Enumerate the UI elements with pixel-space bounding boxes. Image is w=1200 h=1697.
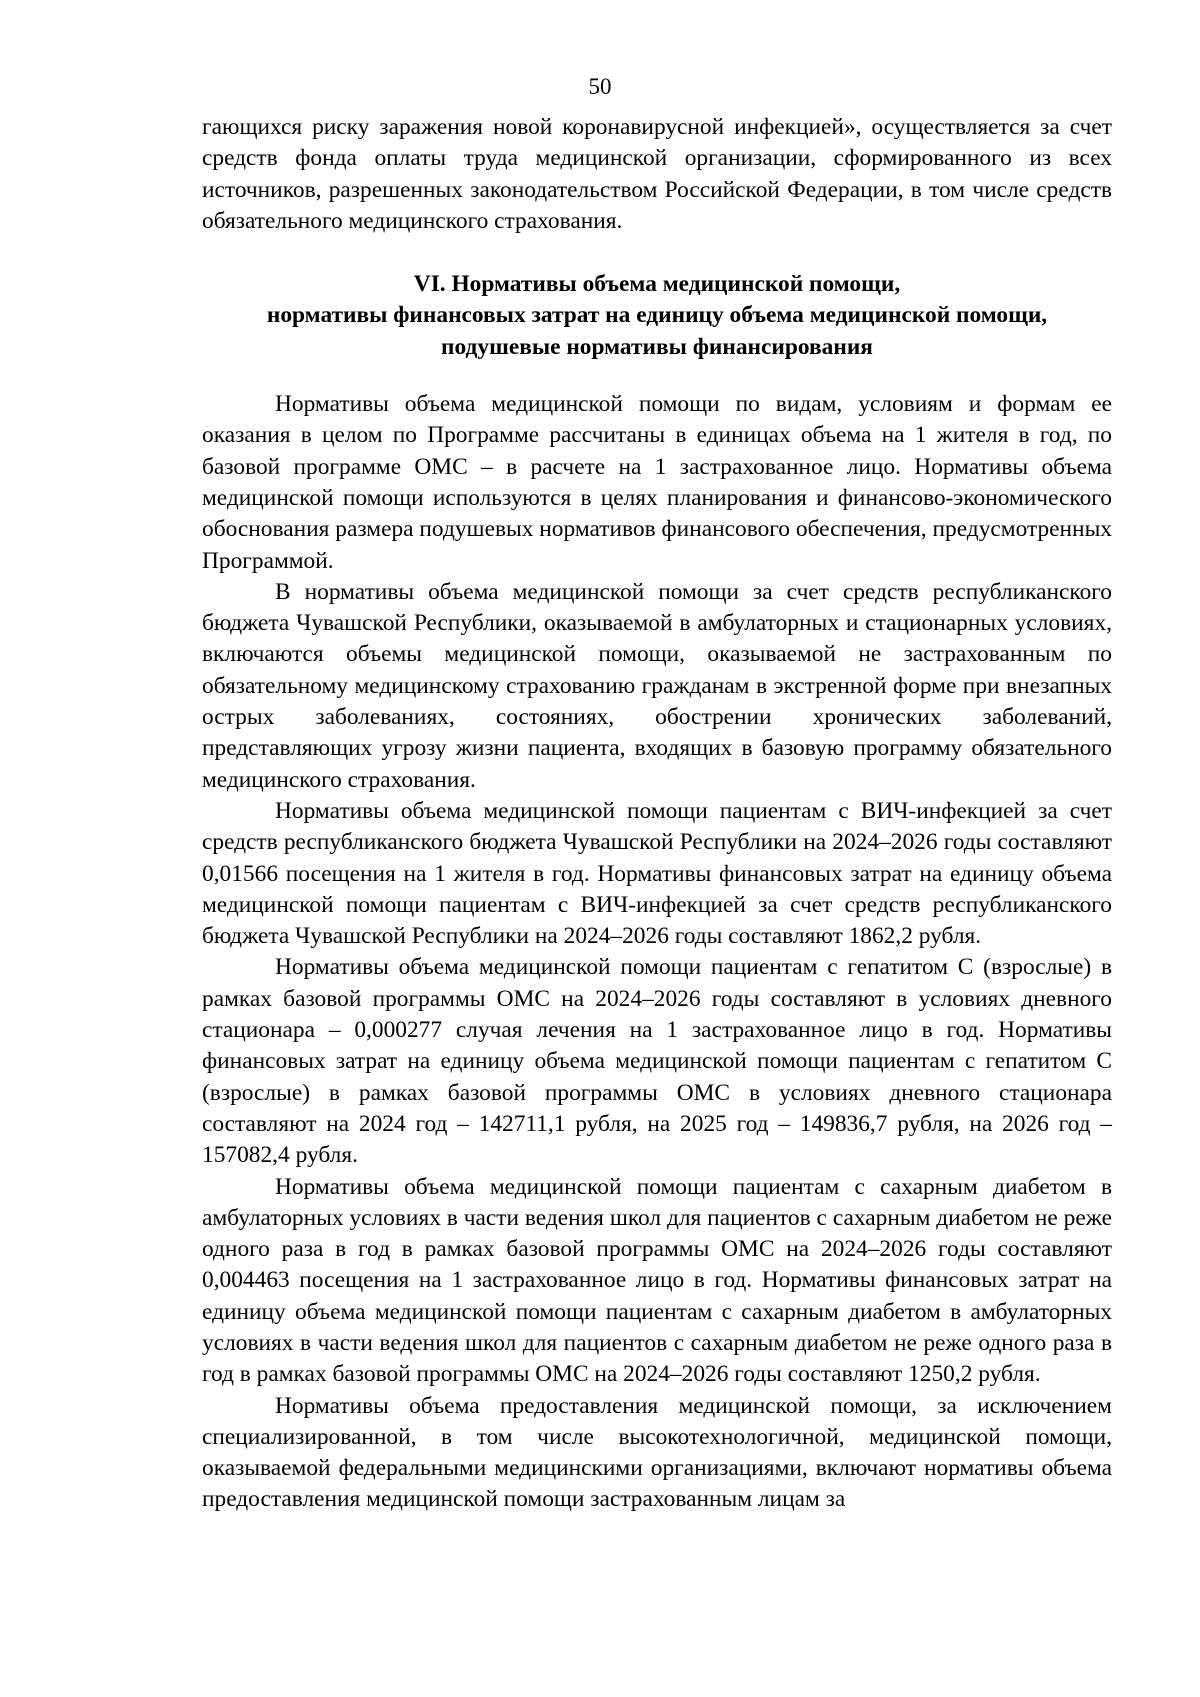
section-heading-line-2: нормативы финансовых затрат на единицу объема медицинской помощи, [266,302,1048,329]
paragraph-volume-norms: Нормативы объема медицинской помощи по видам, условиям и формам ее оказания в целом по Программе рассчитаны в единицах объема на 1 жителя в год, по базовой программе ОМС – в расчете на 1 застрахованное лицо. Нормативы объема медицинской помощи используются в целях планирования и финансово-экономического обоснования размера подушевых нормативов финансового обеспечения, предусмотренных Программой. [202,391,1112,574]
paragraph-federal-organizations: Нормативы объема предоставления медицинской помощи, за исключением специализированной, в том числе высокотехнологичной, медицинской помощи, оказываемой федеральными медицинскими организациями, включают нормативы объема предоставления медицинской помощи застрахованным лицам за [202,1392,1112,1513]
paragraph-republican-budget: В нормативы объема медицинской помощи за счет средств республиканского бюджета Чувашской Республики, оказываемой в амбулаторных и стационарных условиях, включаются объемы медицинской помощи, оказываемой не застрахованным по обязательному медицинскому страхованию гражданам в экстренной форме при внезапных острых заболеваниях, состояниях, обострении хронических заболеваний, представляющих угрозу жизни пациента, входящих в базовую программу обязательного медицинского страхования. [202,578,1112,793]
paragraph-hiv: Нормативы объема медицинской помощи пациентам с ВИЧ-инфекцией за счет средств республиканского бюджета Чувашской Республики на 2024–2026 годы составляют 0,01566 посещения на 1 жителя в год. Нормативы финансовых затрат на единицу объема медицинской помощи пациентам с ВИЧ-инфекцией за счет средств республиканского бюджета Чувашской Республики на 2024–2026 годы составляют 1862,2 рубля. [202,797,1112,950]
paragraph-hepatitis-c: Нормативы объема медицинской помощи пациентам с гепатитом С (взрослые) в рамках базовой программы ОМС на 2024–2026 годы составляют в условиях дневного стационара – 0,000277 случая лечения на 1 застрахованное лицо в год. Нормативы финансовых затрат на единицу объема медицинской помощи пациентам с гепатитом С (взрослые) в рамках базовой программы ОМС в условиях дневного стационара составляют на 2024 год – 142711,1 рубля, на 2025 год – 149836,7 рубля, на 2026 год – 157082,4 рубля. [202,954,1112,1169]
section-heading-line-1: VI. Нормативы объема медицинской помощи, [413,271,901,298]
section-heading [202,269,1112,363]
paragraph-diabetes: Нормативы объема медицинской помощи пациентам с сахарным диабетом в амбулаторных условиях в части ведения школ для пациентов с сахарным диабетом не реже одного раза в год в рамках базовой программы ОМС на 2024–2026 годы составляют 0,004463 посещения на 1 застрахованное лицо в год. Нормативы финансовых затрат на единицу объема медицинской помощи пациентам с сахарным диабетом в амбулаторных условиях в части ведения школ для пациентов с сахарным диабетом не реже одного раза в год в рамках базовой программы ОМС на 2024–2026 годы составляют 1250,2 рубля. [202,1173,1112,1388]
section-heading-line-3: подушевые нормативы финансирования [441,333,873,360]
page-number: 50 [588,74,612,99]
intro-paragraph: гающихся риску заражения новой коронавирусной инфекцией», осуществляется за счет средств фонда оплаты труда медицинской организации, сформированного из всех источников, разрешенных законодательством Российской Федерации, в том числе средств обязательного медицинского страхования. [202,114,1112,234]
document-body [202,112,1112,1516]
